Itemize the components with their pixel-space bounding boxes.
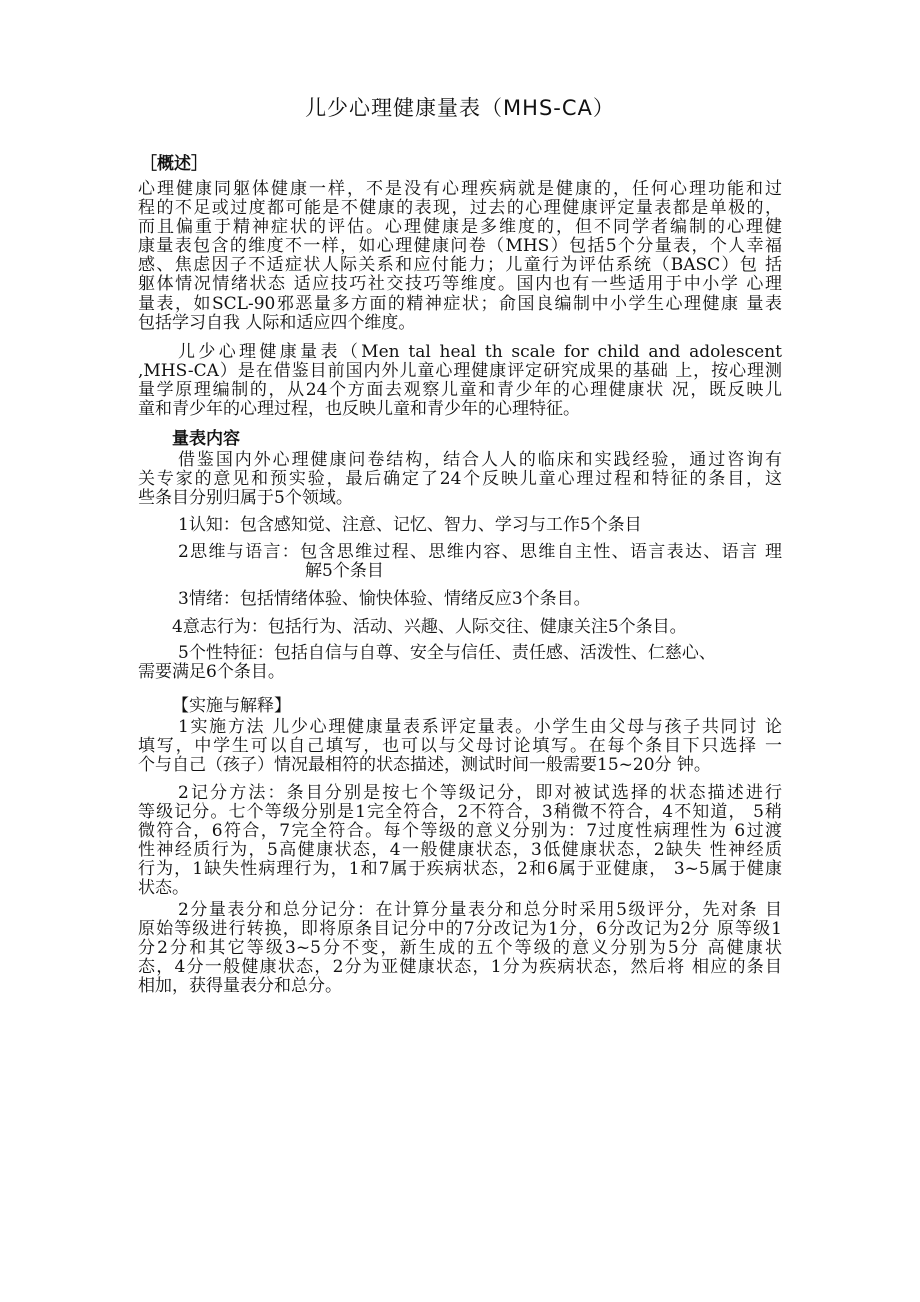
text-line: 康量表包含的维度不一样，如心理健康问卷（MHS）包括5个分量表，个人幸福 [138, 236, 782, 257]
text-line: 感、焦虑因子不适症状人际关系和应付能力；儿童行为评估系统（BASC）包 括 [138, 255, 782, 276]
text-line: 4意志行为：包括行为、活动、兴趣、人际交往、健康关注5个条目。 [172, 617, 687, 637]
text-line: 关专家的意见和预实验，最后确定了24个反映儿童心理过程和特征的条目，这 [138, 469, 782, 490]
domain-item-1 [178, 516, 642, 535]
document-title: 儿少心理健康量表（MHS-CA） [305, 96, 615, 120]
text-line: 性神经质行为，5高健康状态，4一般健康状态，3低健康状态，2缺失 性神经质 [138, 840, 782, 861]
implementation-paragraph-1 [138, 718, 782, 775]
domain-item-5 [178, 644, 716, 663]
text-line: 而且偏重于精神症状的评估。心理健康是多维度的，但不同学者编制的心理健 [138, 217, 782, 238]
text-line: 2思维与语言：包含思维过程、思维内容、思维自主性、语言表达、语言 理 [178, 542, 782, 562]
text-line: 儿少心理健康量表（Men tal heal th scale for child and adolescent [178, 342, 782, 362]
text-line: 些条目分别归属于5个领域。 [138, 488, 353, 509]
domain-item-2 [178, 543, 782, 562]
text-line: 童和青少年的心理过程，也反映儿童和青少年的心理特征。 [138, 399, 580, 420]
content-paragraph [138, 451, 782, 508]
domain-item-4 [172, 618, 687, 637]
text-line: 程的不足或过度都可能是不健康的表现，过去的心理健康评定量表都是单极的， [138, 198, 782, 219]
text-line: 解5个条目 [305, 561, 384, 581]
text-line: 躯体情况情绪状态 适应技巧社交技巧等维度。国内也有一些适用于中小学 心理 [138, 274, 782, 295]
overview-paragraph-2 [138, 343, 782, 419]
text-line: 量表，如SCL-90邪恶量多方面的精神症状；俞国良编制中小学生心理健康 量表 [138, 293, 782, 314]
text-line: 态，4分一般健康状态，2分为亚健康状态，1分为疾病状态，然后将 相应的条目 [138, 957, 782, 978]
overview-heading: ［概述］ [140, 154, 208, 174]
text-line: 微符合，6符合，7完全符合。每个等级的意义分别为：7过度性病理性为 6过渡 [138, 821, 782, 842]
text-line: 等级记分。七个等级分别是1完全符合，2不符合，3稍微不符合，4不知道， 5稍 [138, 802, 782, 823]
text-line: 相加，获得量表分和总分。 [138, 976, 342, 997]
implementation-paragraph-2 [138, 784, 782, 899]
text-line: 1实施方法 儿少心理健康量表系评定量表。小学生由父母与孩子共同讨 论 [178, 717, 782, 737]
text-line: 1认知：包含感知觉、注意、记忆、智力、学习与工作5个条目 [178, 515, 642, 535]
text-line: 行为，1缺失性病理行为，1和7属于疾病状态，2和6属于亚健康， 3~5属于健康 [138, 859, 782, 880]
text-line: 5个性特征：包括自信与自尊、安全与信任、责任感、活泼性、仁慈心、 [178, 643, 716, 663]
text-line: 原始等级进行转换，即将原条目记分中的7分改记为1分，6分改记为2分 原等级1 [138, 919, 782, 940]
content-heading: 量表内容 [172, 429, 240, 449]
text-line: 分2分和其它等级3~5分不变，新生成的五个等级的意义分别为5分 高健康状 [138, 938, 782, 959]
text-line: 状态。 [138, 878, 189, 899]
implementation-paragraph-3 [138, 901, 782, 996]
text-line: 包括学习自我 人际和适应四个维度。 [138, 312, 416, 333]
text-line: ,MHS-CA）是在借鉴目前国内外儿童心理健康评定研究成果的基础 上，按心理测 [138, 361, 782, 382]
text-line: 心理健康同躯体健康一样，不是没有心理疾病就是健康的，任何心理功能和过 [138, 179, 782, 199]
overview-paragraph-1 [138, 180, 782, 333]
text-line: 需要满足6个条目。 [138, 662, 285, 682]
text-line: 填写，中学生可以自己填写，也可以与父母讨论填写。在每个条目下只选择 一 [138, 736, 782, 757]
domain-item-5-cont [138, 663, 285, 682]
domain-item-2-cont [305, 562, 384, 581]
text-line: 2分量表分和总分记分：在计算分量表分和总分时采用5级评分，先对条 目 [178, 900, 782, 920]
text-line: 3情绪：包括情绪体验、愉快体验、情绪反应3个条目。 [178, 589, 591, 609]
text-line: 借鉴国内外心理健康问卷结构，结合人人的临床和实践经验，通过咨询有 [178, 450, 782, 470]
implementation-heading: 【实施与解释】 [172, 696, 291, 716]
text-line: 2记分方法：条目分别是按七个等级记分，即对被试选择的状态描述进行 [178, 783, 782, 803]
text-line: 量学原理编制的，从24个方面去观察儿童和青少年的心理健康状 况，既反映儿 [138, 380, 782, 401]
domain-item-3 [178, 590, 591, 609]
text-line: 个与自己（孩子）情况最相符的状态描述，测试时间一般需要15~20分 钟。 [138, 755, 711, 776]
